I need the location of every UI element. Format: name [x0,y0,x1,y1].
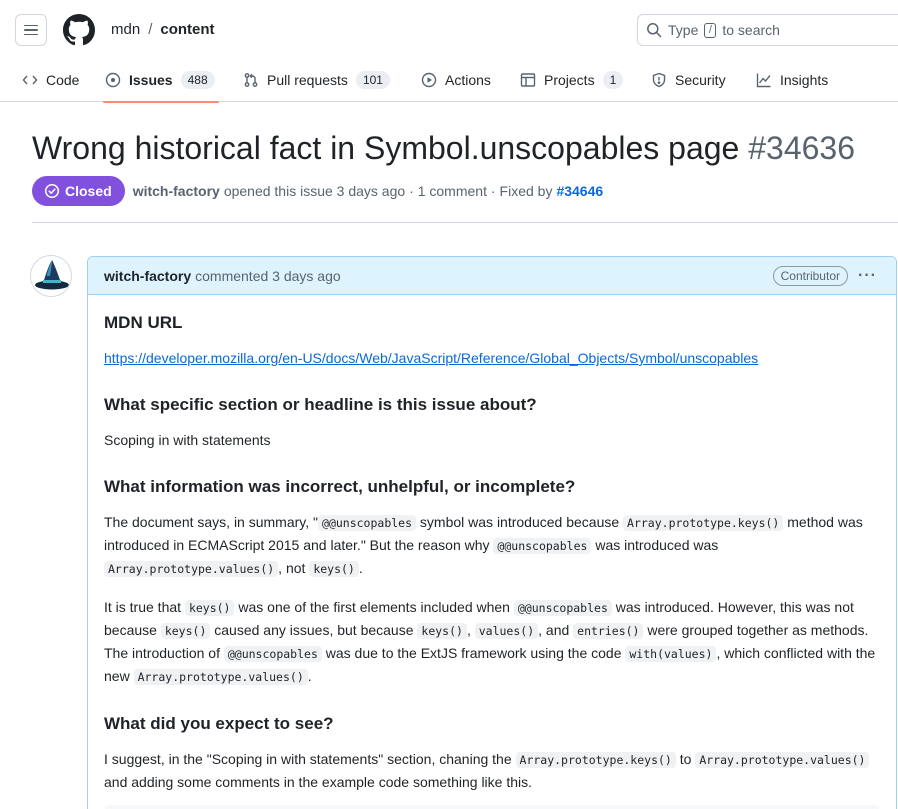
git-pull-request-icon [243,72,259,88]
search-shortcut-key: / [704,23,716,38]
paragraph-explanation [104,596,880,688]
text-run: was due to the ExtJS framework using the code [321,645,626,661]
tab-label: Issues [129,72,173,88]
heading-section: What specific section or headline is this issue about? [104,395,537,414]
text-run: The document says, in summary, " [104,514,319,530]
inline-code: values() [475,623,538,639]
tab-label: Insights [780,72,829,88]
tab-issues[interactable] [105,58,215,102]
tab-label: Code [46,72,80,88]
shield-icon [651,72,667,88]
text-run: . [358,560,363,576]
paragraph-suggestion [104,748,880,793]
paragraph-summary [104,511,880,580]
issue-author-link[interactable]: witch-factory [132,183,220,199]
breadcrumb [111,21,215,38]
projects-count-badge: 1 [603,71,624,89]
comment-header [88,257,896,295]
issue-comment [87,256,897,809]
code-block [104,805,880,809]
breadcrumb-separator: / [148,21,153,38]
comment-body [88,295,896,809]
fixed-by-pr-link[interactable]: #34646 [556,183,604,199]
inline-code: @@unscopables [493,538,591,554]
inline-code: Array.prototype.values() [695,752,869,768]
heading-incorrect: What information was incorrect, unhelpful, or incomplete? [104,477,576,496]
pull-requests-count-badge: 101 [356,71,390,89]
text-run: It is true that [104,599,185,615]
inline-code: Array.prototype.keys() [516,752,676,768]
tab-projects[interactable] [520,58,623,102]
header-divider [32,222,898,223]
repo-nav [0,58,898,102]
inline-code: Array.prototype.keys() [623,515,783,531]
search-input[interactable] [637,14,898,46]
breadcrumb-owner-link[interactable]: mdn [111,21,141,38]
text-run: , which conflicted with the new [104,645,876,684]
issue-opened-icon [105,72,121,88]
text-run: method was introduced in ECMAScript 2015 and later." But the reason why [104,514,863,553]
text-run: and adding some comments in the example code something like this. [104,774,533,790]
inline-code: with(values) [625,646,716,662]
inline-code: @@unscopables [224,646,322,662]
issue-state-badge [32,176,125,206]
text-run: I suggest, in the "Scoping in with statements" section, chaning the [104,751,516,767]
issue-closed-icon [44,183,60,199]
search-suffix-text: to search [722,22,780,38]
inline-code: Array.prototype.values() [104,561,278,577]
tab-insights[interactable] [756,58,828,102]
text-run: were grouped together as methods. The introduction of [104,622,869,661]
comment-timestamp[interactable]: commented 3 days ago [195,267,341,284]
inline-code: keys() [309,561,359,577]
issue-title [32,128,855,168]
menu-bar-icon [24,29,38,31]
issues-count-badge: 488 [181,71,215,89]
tab-code[interactable] [22,58,79,102]
tab-label: Pull requests [267,72,348,88]
text-run: , and [538,622,574,638]
mdn-url-link[interactable]: https://developer.mozilla.org/en-US/docs/Web/JavaScript/Reference/Global_Objects/Symbol/unscopables [104,350,759,366]
menu-bar-icon [24,25,38,27]
issue-number: #34636 [748,130,856,166]
tab-label: Projects [544,72,595,88]
issue-meta [32,175,603,207]
text-run: symbol was introduced because [416,514,624,530]
app-header [0,0,898,58]
section-text: Scoping in with statements [104,432,271,448]
search-icon [646,22,662,38]
breadcrumb-repo-link[interactable]: content [160,21,215,38]
inline-code: @@unscopables [318,515,416,531]
tab-label: Actions [445,72,491,88]
text-run: to [675,751,696,767]
text-run: was introduced. However, this was not because [104,599,854,638]
text-run: caused any issues, but because [210,622,418,638]
menu-bar-icon [24,34,38,36]
inline-code: @@unscopables [514,600,612,616]
search-prefix-text: Type [668,22,699,38]
inline-code: entries() [573,623,643,639]
text-run: was one of the first elements included when [234,599,514,615]
text-run: , not [278,560,310,576]
comment-more-button[interactable]: ··· [858,267,877,284]
tab-pull-requests[interactable] [243,58,390,102]
table-icon [520,72,536,88]
contributor-badge: Contributor [773,266,848,286]
inline-code: keys() [185,600,235,616]
issue-title-text: Wrong historical fact in Symbol.unscopables page [32,130,740,166]
code-icon [22,72,38,88]
tab-security[interactable] [651,58,726,102]
menu-button[interactable] [15,14,47,46]
text-run: was introduced was [591,537,719,553]
tab-label: Security [675,72,726,88]
witch-hat-avatar-icon [31,256,72,297]
heading-expect: What did you expect to see? [104,714,334,733]
inline-code: Array.prototype.values() [134,669,308,685]
text-run: , [466,622,475,638]
comment-author-link[interactable]: witch-factory [104,267,192,284]
text-run: . [307,668,312,684]
issue-fixed-by-text: Fixed by [499,183,553,199]
github-logo-icon[interactable] [63,14,95,46]
issue-state-label: Closed [65,183,112,199]
inline-code: keys() [161,623,211,639]
tab-actions[interactable] [421,58,491,102]
avatar[interactable] [30,255,72,297]
heading-mdn-url: MDN URL [104,313,183,332]
issue-opened-text: opened this issue 3 days ago [223,183,406,199]
graph-icon [756,72,772,88]
play-icon [421,72,437,88]
issue-comment-count: · 1 comment · [409,183,496,199]
inline-code: keys() [417,623,467,639]
